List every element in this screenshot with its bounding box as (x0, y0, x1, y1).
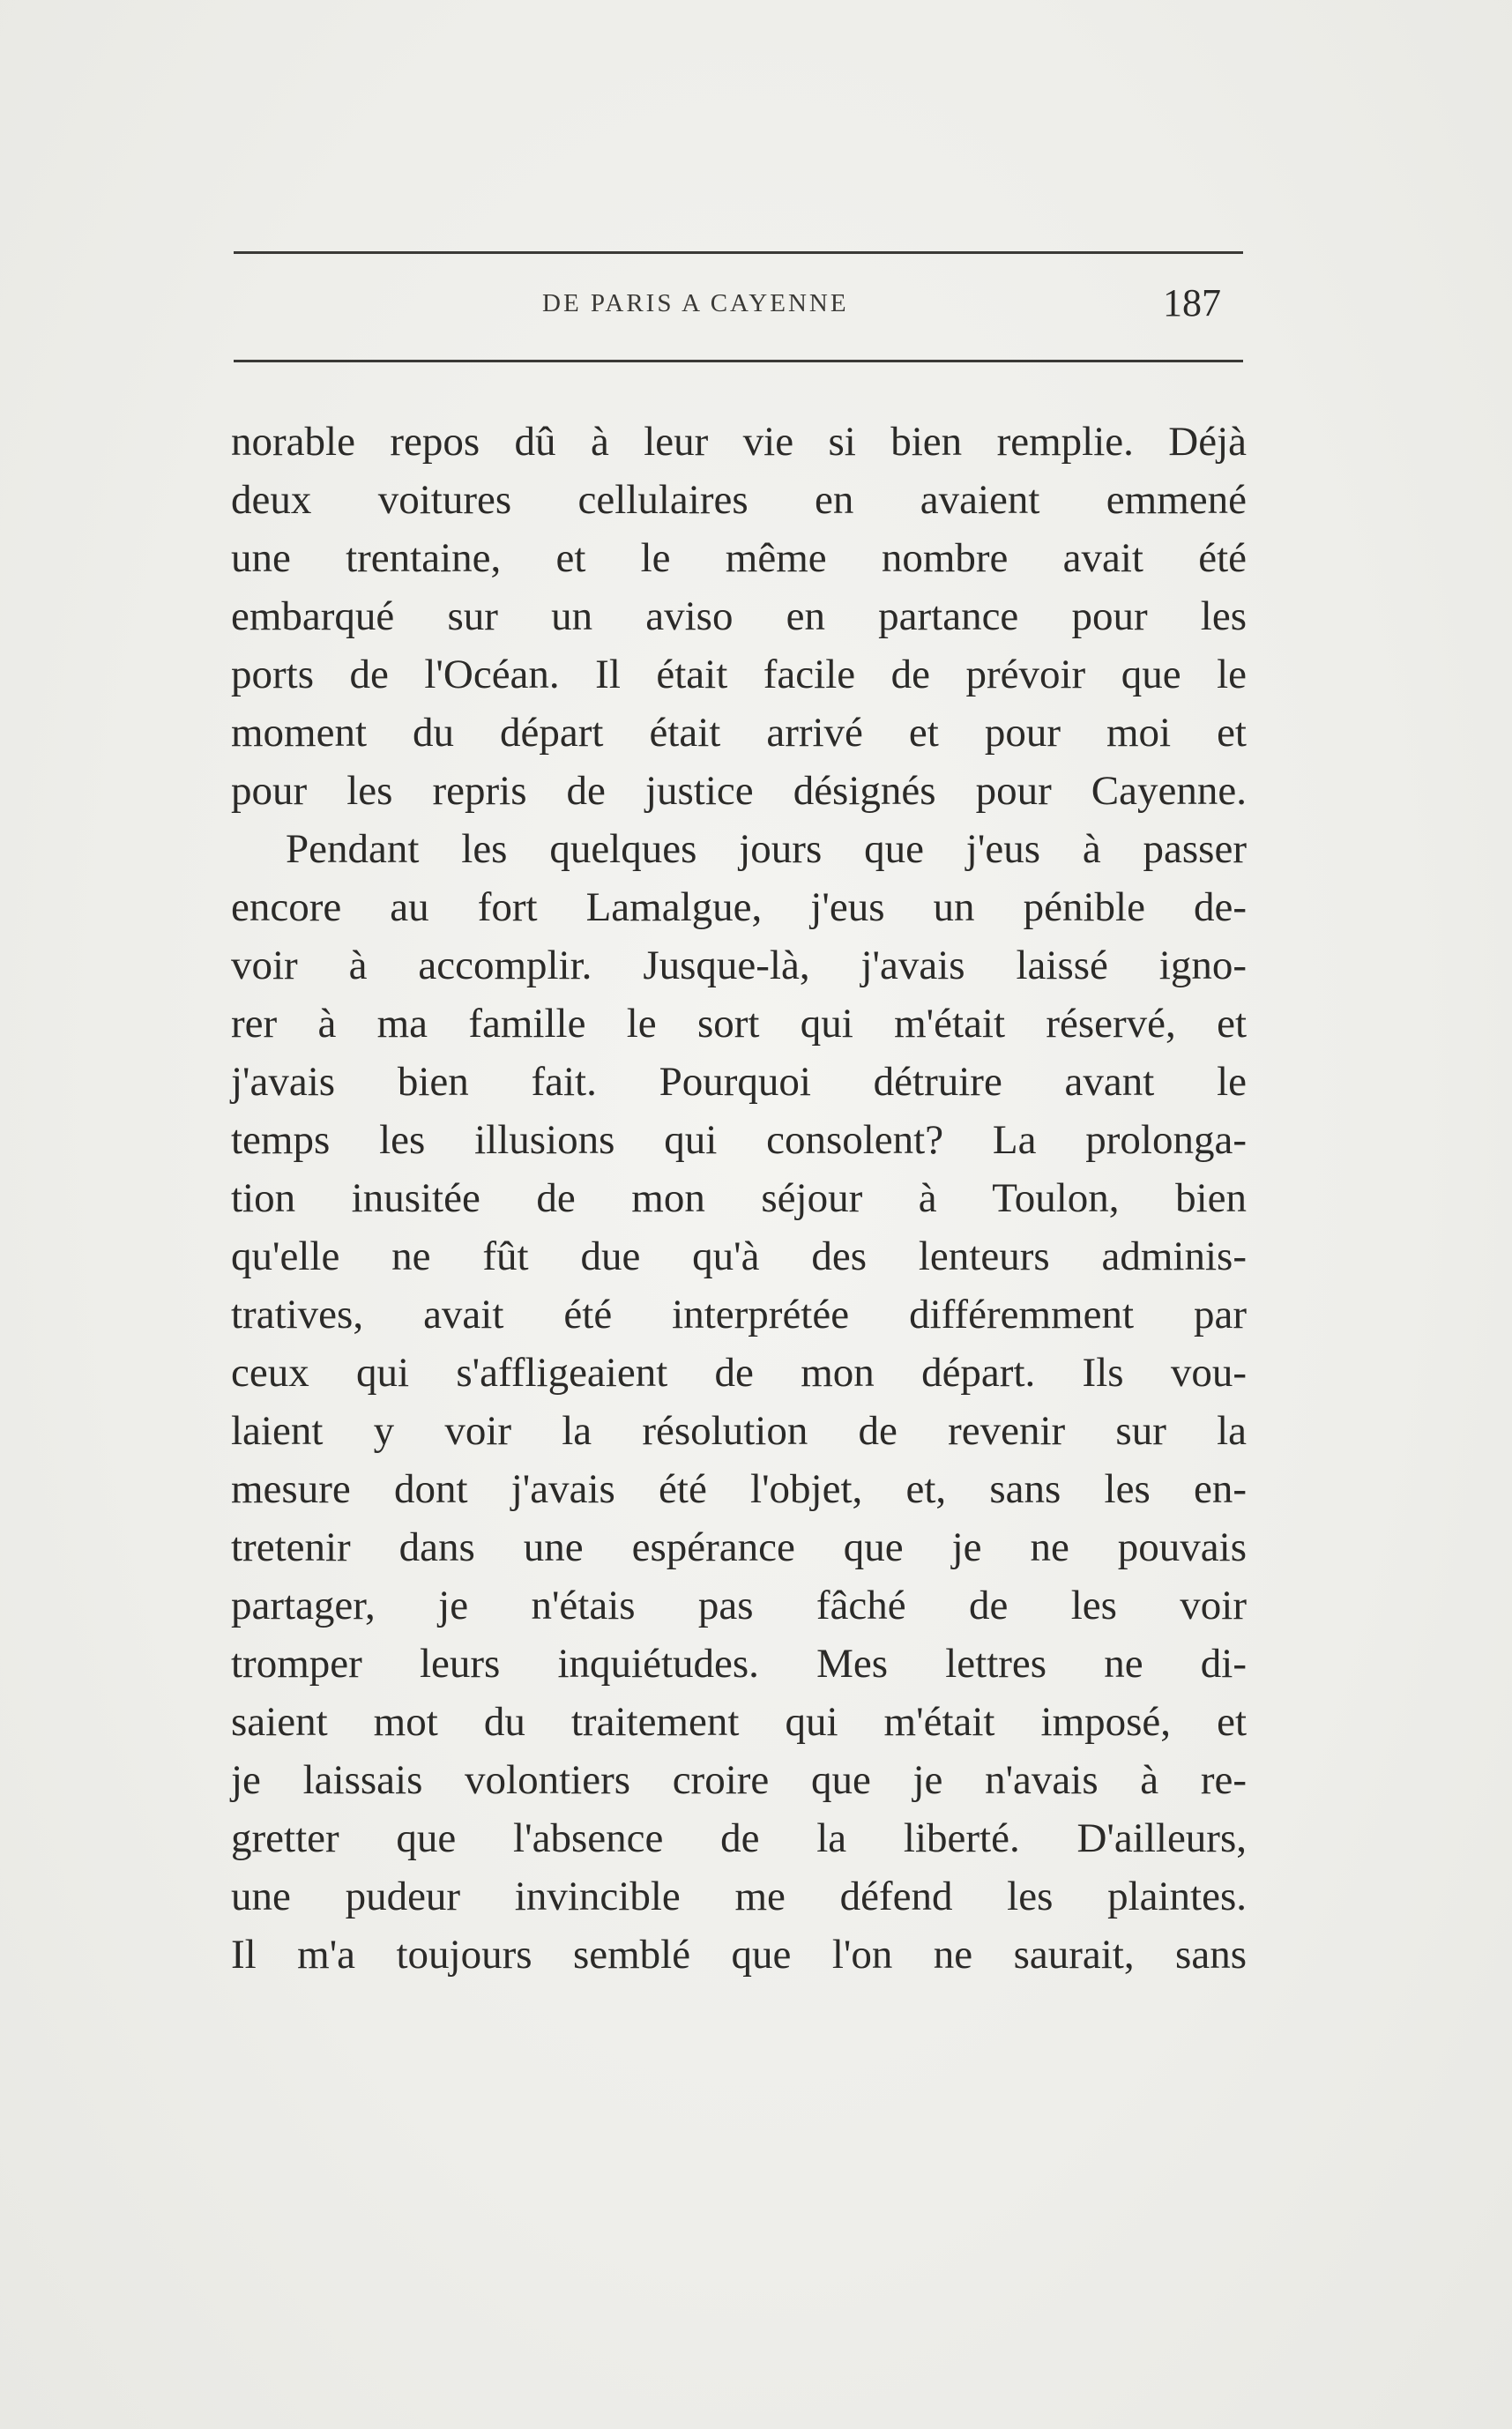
text-line: ceux qui s'affligeaient de mon départ. Ils vou- (231, 1350, 1247, 1396)
text-line: rer à ma famille le sort qui m'était réservé, et (231, 1001, 1247, 1047)
text-line: qu'elle ne fût due qu'à des lenteurs adminis- (231, 1233, 1247, 1279)
header-rule-bottom (234, 360, 1243, 362)
text-line: tretenir dans une espérance que je ne pouvais (231, 1524, 1247, 1570)
text-line: voir à accomplir. Jusque-là, j'avais laissé igno- (231, 943, 1247, 988)
text-line: gretter que l'absence de la liberté. D'ailleurs, (231, 1815, 1247, 1861)
text-line: tromper leurs inquiétudes. Mes lettres ne di- (231, 1641, 1247, 1687)
text-line: tion inusitée de mon séjour à Toulon, bien (231, 1175, 1247, 1221)
text-line: Pendant les quelques jours que j'eus à passer (286, 826, 1247, 872)
text-line: partager, je n'étais pas fâché de les voir (231, 1583, 1247, 1628)
text-line: mesure dont j'avais été l'objet, et, sans les en- (231, 1466, 1247, 1512)
text-line: deux voitures cellulaires en avaient emmené (231, 477, 1247, 523)
running-title: DE PARIS A CAYENNE (542, 289, 849, 317)
text-line: j'avais bien fait. Pourquoi détruire avant le (231, 1059, 1247, 1105)
text-line: laient y voir la résolution de revenir sur la (231, 1408, 1247, 1454)
text-line: une pudeur invincible me défend les plaintes. (231, 1874, 1247, 1919)
text-line: temps les illusions qui consolent? La prolonga- (231, 1117, 1247, 1163)
text-line: encore au fort Lamalgue, j'eus un pénible de- (231, 884, 1247, 930)
text-line: tratives, avait été interprétée différemment par (231, 1292, 1247, 1337)
page-number: 187 (1163, 281, 1221, 324)
text-line: une trentaine, et le même nombre avait été (231, 535, 1247, 581)
body-text (231, 413, 1247, 1984)
header-rule-top (234, 251, 1243, 254)
text-line: pour les repris de justice désignés pour Cayenne. (231, 768, 1247, 814)
text-line: je laissais volontiers croire que je n'avais à re- (231, 1757, 1247, 1803)
text-line: moment du départ était arrivé et pour moi et (231, 710, 1247, 756)
text-line: saient mot du traitement qui m'était imposé, et (231, 1699, 1247, 1745)
text-line: embarqué sur un aviso en partance pour les (231, 593, 1247, 639)
running-head (234, 281, 1221, 337)
text-line: ports de l'Océan. Il était facile de prévoir que le (231, 652, 1247, 697)
text-line: norable repos dû à leur vie si bien remplie. Déjà (231, 419, 1247, 465)
text-line: Il m'a toujours semblé que l'on ne saurait, sans (231, 1932, 1247, 1978)
